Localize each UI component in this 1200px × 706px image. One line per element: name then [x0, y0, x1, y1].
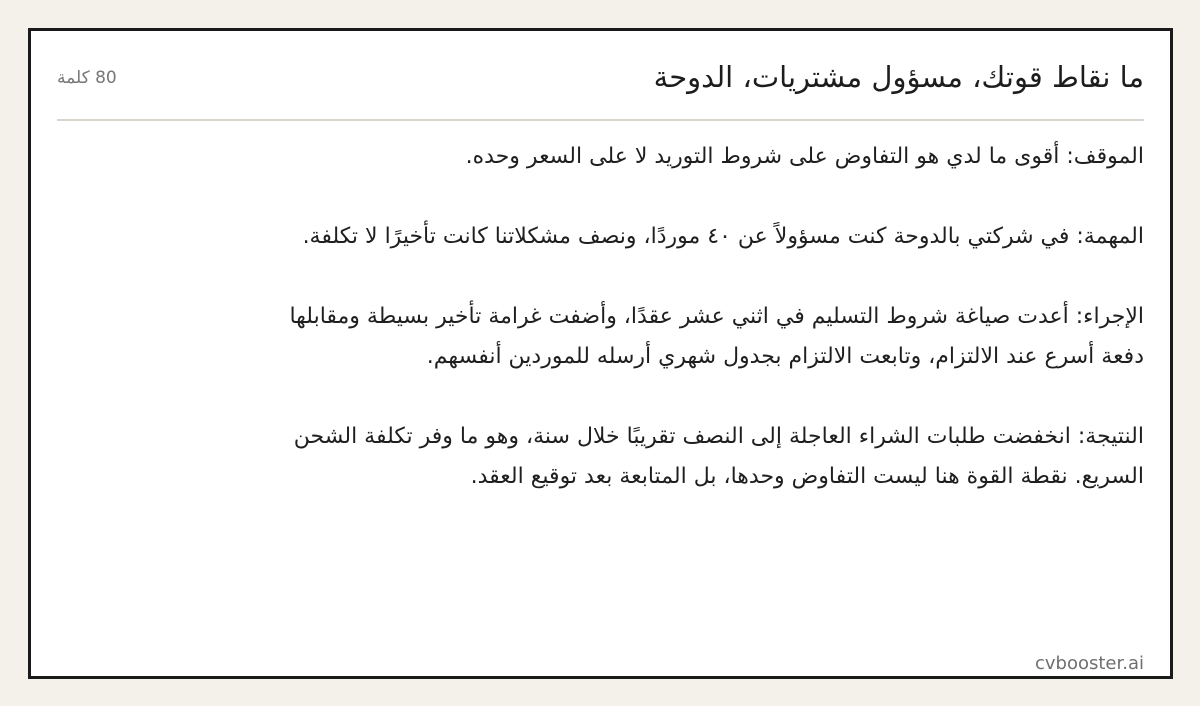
- task-paragraph: المهمة: في شركتي بالدوحة كنت مسؤولاً عن ٤٠ موردًا، ونصف مشكلاتنا كانت تأخيرًا لا تكلفة.: [302, 224, 1144, 249]
- answer-card: [28, 28, 1173, 679]
- brand-watermark: cvbooster.ai: [1034, 653, 1144, 674]
- answer-body: [284, 137, 1144, 497]
- card-header: [57, 31, 1144, 121]
- word-count-badge: 80 كلمة: [57, 68, 117, 88]
- action-paragraph: الإجراء: أعدت صياغة شروط التسليم في اثني عشر عقدًا، وأضفت غرامة تأخير بسيطة ومقابلها دفعة أسرع عند الالتزام، وتابعت الالتزام بجدول شهري أرسله للموردين أنفسهم.: [289, 304, 1144, 369]
- result-paragraph: النتيجة: انخفضت طلبات الشراء العاجلة إلى النصف تقريبًا خلال سنة، وهو ما وفر تكلفة الشحن السريع. نقطة القوة هنا ليست التفاوض وحدها، بل المتابعة بعد توقيع العقد.: [293, 424, 1144, 489]
- situation-paragraph: الموقف: أقوى ما لدي هو التفاوض على شروط التوريد لا على السعر وحده.: [465, 144, 1144, 169]
- answer-title: ما نقاط قوتك، مسؤول مشتريات، الدوحة: [653, 60, 1144, 94]
